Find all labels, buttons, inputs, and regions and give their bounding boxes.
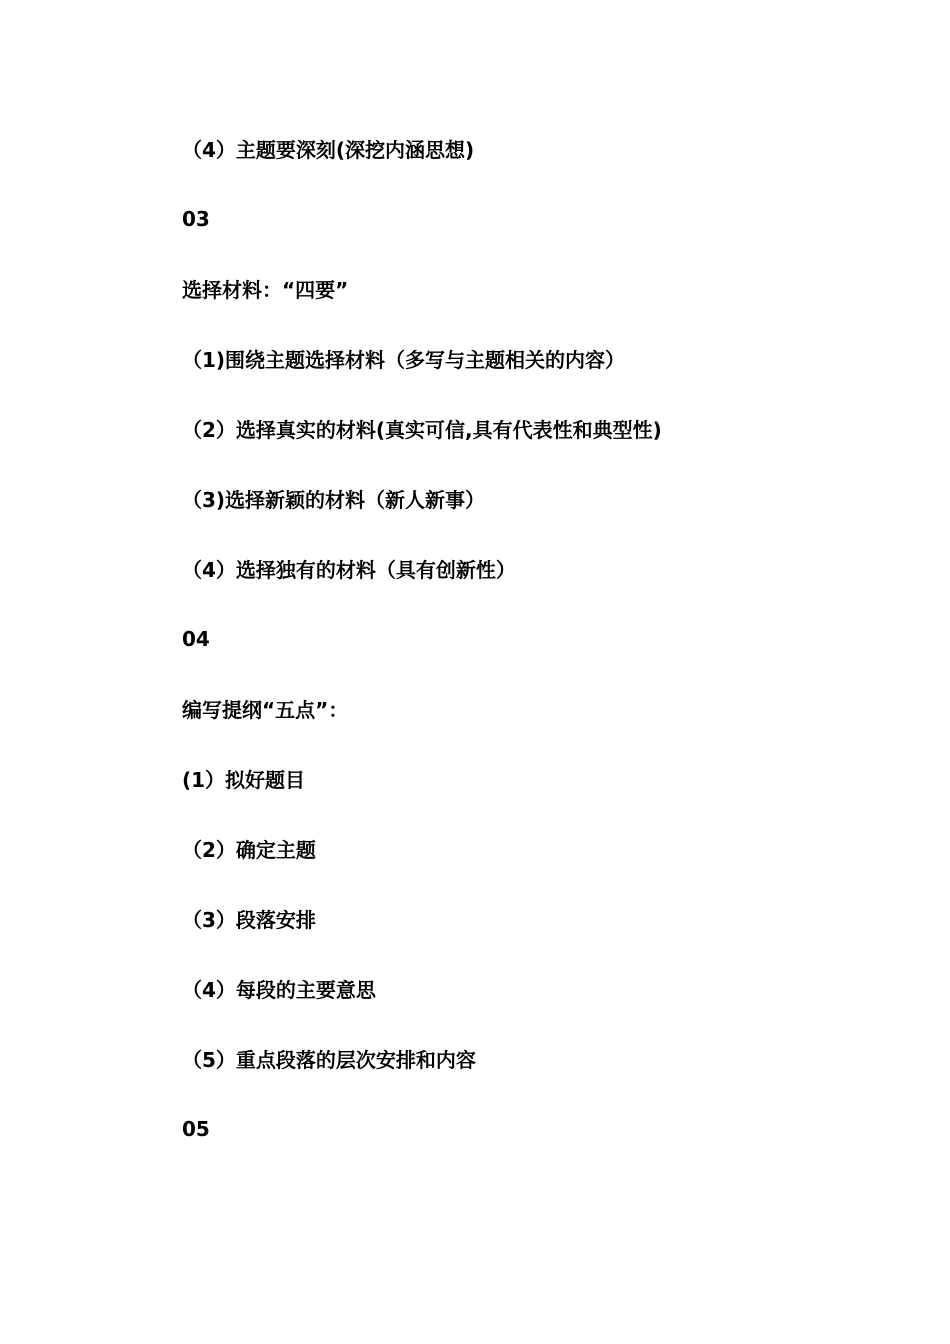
section-heading-outline: 编写提纲“五点”： [182, 698, 349, 722]
section-number-05: 05 [182, 1117, 210, 1141]
list-item-material-real: （2）选择真实的材料(真实可信,具有代表性和典型性) [182, 418, 662, 442]
list-item-material-theme: （1)围绕主题选择材料（多写与主题相关的内容） [182, 348, 626, 372]
list-item-outline-main-idea: （4）每段的主要意思 [182, 978, 376, 1002]
section-heading-select-material: 选择材料：“四要” [182, 278, 349, 302]
section-number-03: 03 [182, 207, 210, 231]
section-number-04: 04 [182, 627, 210, 651]
list-item-outline-key-paragraph: （5）重点段落的层次安排和内容 [182, 1048, 476, 1072]
list-item-outline-title: (1）拟好题目 [182, 768, 306, 792]
list-item-material-unique: （4）选择独有的材料（具有创新性） [182, 558, 516, 582]
list-item-material-novel: （3)选择新颖的材料（新人新事） [182, 488, 486, 512]
list-item-deep-theme: （4）主题要深刻(深挖内涵思想) [182, 138, 475, 162]
list-item-outline-paragraphs: （3）段落安排 [182, 908, 316, 932]
list-item-outline-theme: （2）确定主题 [182, 838, 316, 862]
